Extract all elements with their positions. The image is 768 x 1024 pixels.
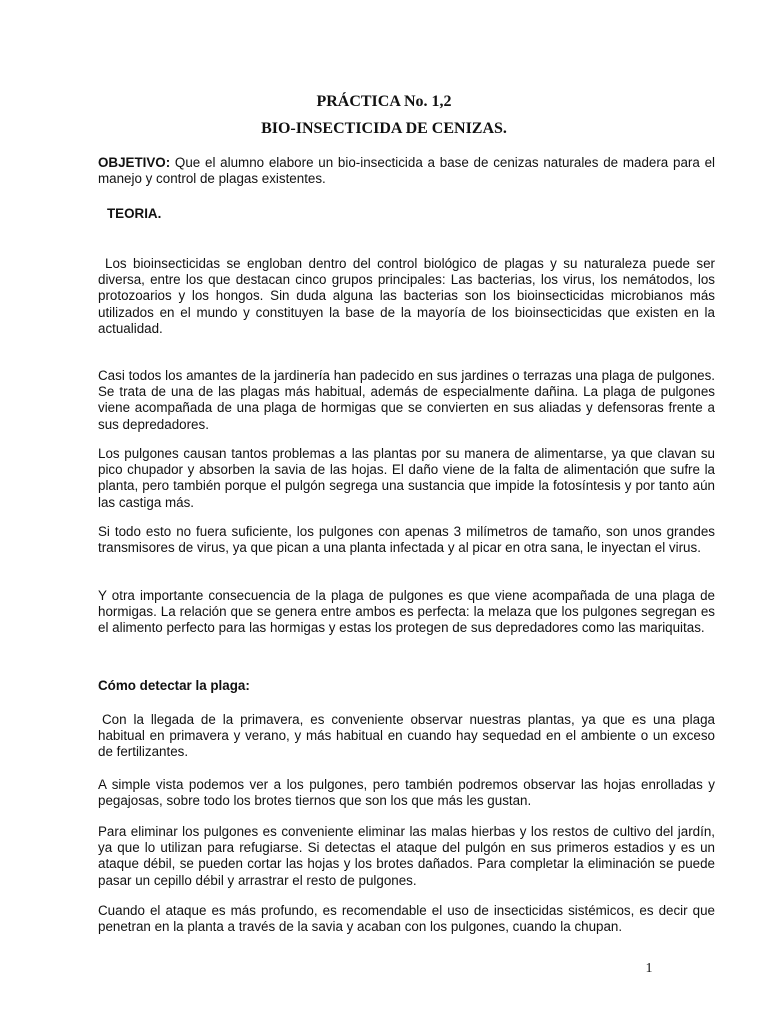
theory-heading: TEORIA. bbox=[107, 206, 162, 221]
detect-pest-heading: Cómo detectar la plaga: bbox=[98, 678, 250, 693]
detect-paragraph-2 bbox=[98, 777, 715, 809]
page-number: 1 bbox=[645, 961, 653, 976]
theory-paragraph-1 bbox=[98, 256, 715, 337]
detect-paragraph-1 bbox=[98, 712, 715, 761]
paragraph-text: Cuando el ataque es más profundo, es recomendable el uso de insecticidas sistémicos, es decir que penetran en la planta a través de la savia y acaban con los pulgones, cuando la chupan. bbox=[98, 903, 715, 935]
objective-label: OBJETIVO: bbox=[98, 155, 171, 170]
paragraph-text: Si todo esto no fuera suficiente, los pulgones con apenas 3 milímetros de tamaño, son unos grandes transmisores de virus, ya que pican a una planta infectada y al picar en otra sana, le inyectan el virus. bbox=[98, 524, 715, 556]
objective-text: Que el alumno elabore un bio-insecticida a base de cenizas naturales de madera para el manejo y control de plagas existentes. bbox=[98, 155, 715, 187]
detect-paragraph-4 bbox=[98, 903, 715, 935]
document-subtitle: BIO-INSECTICIDA DE CENIZAS. bbox=[261, 120, 507, 137]
paragraph-text: Y otra importante consecuencia de la plaga de pulgones es que viene acompañada de una plaga de hormigas. La relación que se genera entre ambos es perfecta: la melaza que los pulgones segregan es el alimento perfecto para las hormigas y estas los protegen de sus depredadores como las mariquitas. bbox=[98, 588, 715, 636]
paragraph-text: Casi todos los amantes de la jardinería han padecido en sus jardines o terrazas una plaga de pulgones. Se trata de una de las plagas más habitual, además de especialmente dañina. La plaga de pulgones viene acompañada de una plaga de hormigas que se convierten en sus aliadas y defensoras frente a sus depredadores. bbox=[98, 368, 715, 432]
detect-paragraph-3 bbox=[98, 824, 715, 889]
theory-paragraph-5 bbox=[98, 588, 715, 637]
theory-paragraph-2 bbox=[98, 368, 715, 433]
document-title: PRÁCTICA No. 1,2 bbox=[316, 93, 452, 110]
paragraph-text: Los bioinsecticidas se engloban dentro del control biológico de plagas y su naturaleza puede ser diversa, entre los que destacan cinco grupos principales: Las bacterias, los virus, los nemátodos, los protozoarios y los hongos. Sin duda alguna las bacterias son los bioinsecticidas microbianos más utilizados en el mundo y constituyen la base de la mayoría de los bioinsecticidas que existen en la actualidad. bbox=[98, 256, 715, 336]
theory-paragraph-3 bbox=[98, 446, 715, 511]
paragraph-text: A simple vista podemos ver a los pulgones, pero también podremos observar las hojas enrolladas y pegajosas, sobre todo los brotes tiernos que son los que más les gustan. bbox=[98, 777, 715, 809]
paragraph-text: Con la llegada de la primavera, es conveniente observar nuestras plantas, ya que es una plaga habitual en primavera y verano, y más habitual en cuando hay sequedad en el ambiente o un exceso de fertilizantes. bbox=[98, 712, 715, 760]
paragraph-text: Para eliminar los pulgones es conveniente eliminar las malas hierbas y los restos de cultivo del jardín, ya que lo utilizan para refugiarse. Si detectas el ataque del pulgón en sus primeros estadios y es un ataque débil, se pueden cortar las hojas y los brotes dañados. Para completar la eliminación se puede pasar un cepillo débil y arrastrar el resto de pulgones. bbox=[98, 824, 715, 888]
paragraph-text: Los pulgones causan tantos problemas a las plantas por su manera de alimentarse, ya que clavan su pico chupador y absorben la savia de las hojas. El daño viene de la falta de alimentación que sufre la planta, pero también porque el pulgón segrega una sustancia que impide la fotosíntesis y por tanto aún las castiga más. bbox=[98, 446, 715, 510]
objective-paragraph bbox=[98, 155, 715, 187]
theory-paragraph-4 bbox=[98, 524, 715, 556]
